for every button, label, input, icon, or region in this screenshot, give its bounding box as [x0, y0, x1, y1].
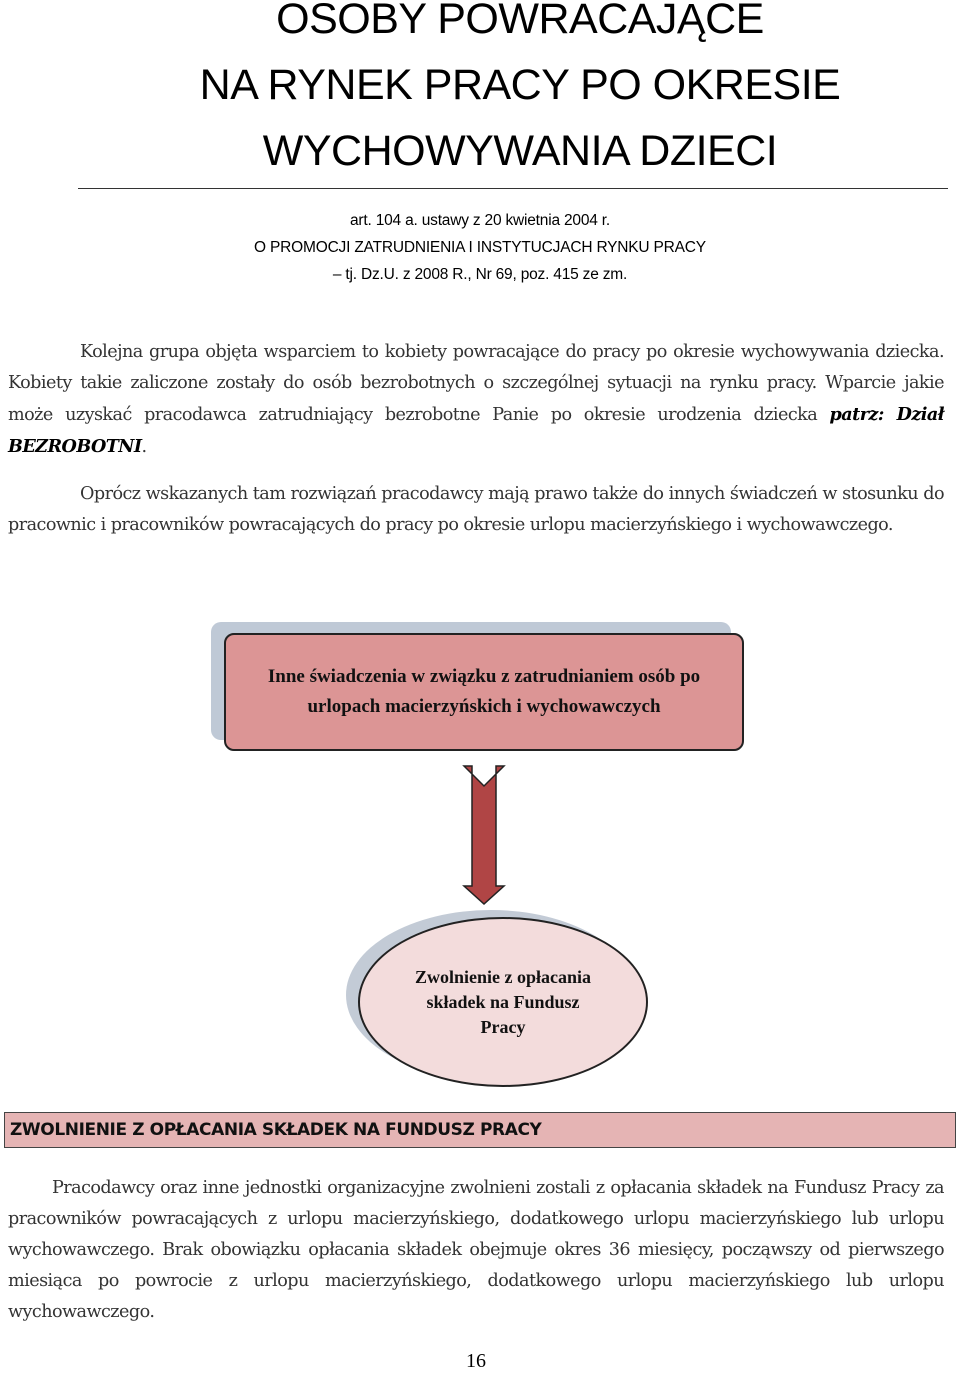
exemption-ellipse-label: Zwolnienie z opłacania składek na Fundusz Pracy: [414, 966, 591, 1037]
title-divider: [78, 188, 948, 189]
other-benefits-paragraph: Oprócz wskazanych tam rozwiązań pracodawcy mają prawo także do innych świadczeń w stosunku do pracownic i pracowników powracających do pracy po okresie urlopu macierzyńskiego i wychowawczego.: [8, 484, 944, 535]
section-heading: ZWOLNIENIE Z OPŁACANIA SKŁADEK NA FUNDUSZ PRACY: [10, 1120, 542, 1140]
down-arrow: [460, 760, 510, 908]
title-line-2: NA RYNEK PRACY PO OKRESIE: [199, 61, 841, 109]
intro-paragraph: [8, 337, 944, 463]
title-line-3: WYCHOWYWANIA DZIECI: [262, 127, 778, 175]
legal-basis-line-2: O PROMOCJI ZATRUDNIENIA I INSTYTUCJACH RYNKU PRACY: [254, 239, 706, 256]
intro-paragraph-text: Kolejna grupa objęta wsparciem to kobiety powracające do pracy po okresie wychowywania dziecka. Kobiety takie zaliczone zostały do osób bezrobotnych o szczególnej sytuacji na rynku pracy. Wparcie jakie może uzyskać pracodawca zatrudniający bezrobotne Panie po okresie urodzenia dziecka: [8, 342, 944, 425]
reference-link[interactable]: patrz: Dział BEZROBOTNI: [8, 404, 944, 457]
intro-paragraph-end: .: [141, 437, 147, 457]
legal-basis-line-1: art. 104 a. ustawy z 20 kwietnia 2004 r.: [350, 212, 610, 229]
title-line-1: OSOBY POWRACAJĄCE: [276, 0, 764, 43]
section-paragraph: Pracodawcy oraz inne jednostki organizacyjne zwolnieni zostali z opłacania składek na Fundusz Pracy za pracowników powracających z urlopu macierzyńskiego, dodatkowego urlopu macierzyńskiego lub urlopu wychowawczego. Brak obowiązku opłacania składek obejmuje okres 36 miesięcy, począwszy od pierwszego miesiąca po powrocie z urlopu macierzyńskiego, dodatkowego urlopu macierzyńskiego lub urlopu wychowawczego.: [8, 1178, 944, 1322]
exemption-ellipse: [358, 917, 648, 1087]
benefits-box-label: Inne świadczenia w związku z zatrudnianiem osób po urlopach macierzyńskich i wychowawczych: [267, 666, 701, 717]
legal-basis-line-3: – tj. Dz.U. z 2008 R., Nr 69, poz. 415 ze zm.: [332, 266, 628, 283]
page-number: 16: [466, 1350, 486, 1372]
benefits-box: [224, 633, 744, 751]
